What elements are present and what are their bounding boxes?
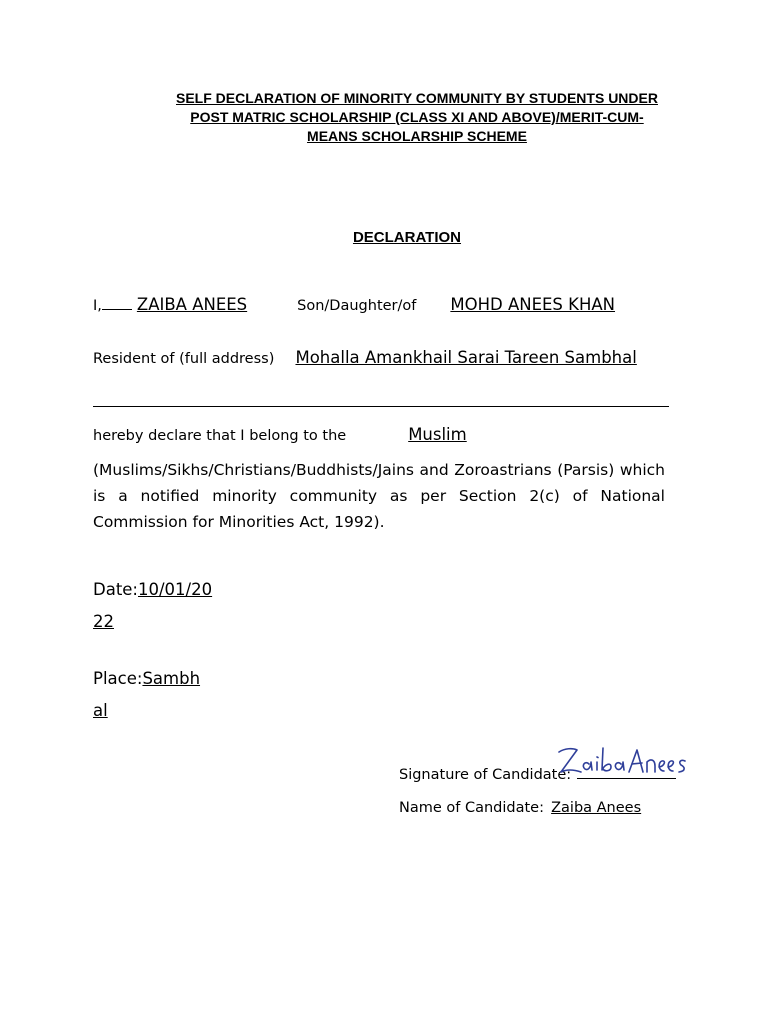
candidate-name-field: ZAIBA ANEES: [136, 295, 248, 314]
place-label: Place:: [93, 669, 143, 688]
community-line: [93, 425, 467, 444]
date-label: Date:: [93, 580, 138, 599]
candidate-name-line: [399, 797, 670, 816]
candidate-name-value: Zaiba Anees: [551, 800, 642, 816]
document-title: [150, 89, 684, 146]
community-label: hereby declare that I belong to the: [93, 428, 347, 444]
title-line-1: SELF DECLARATION OF MINORITY COMMUNITY BY STUDENTS UNDER: [176, 90, 658, 106]
relation-label: Son/Daughter/of: [297, 298, 417, 314]
blank-before-name: [102, 308, 132, 310]
date-line: [93, 580, 212, 599]
address-line: [93, 348, 642, 367]
community-field: Muslim: [408, 425, 467, 444]
place-line-cont: [93, 701, 108, 720]
address-continuation-line: [93, 406, 669, 407]
address-label: Resident of (full address): [93, 351, 275, 367]
signature-text: Zaiba Anees: [555, 742, 562, 743]
place-line: [93, 669, 200, 688]
place-value-1: Sambh: [142, 669, 201, 688]
name-prefix: I,: [93, 298, 102, 314]
place-value-2: al: [93, 701, 108, 720]
name-line: [93, 295, 639, 314]
date-value-2: 22: [93, 612, 114, 631]
title-line-2: POST MATRIC SCHOLARSHIP (CLASS XI AND ABOVE)/MERIT-CUM-: [190, 109, 644, 125]
handwritten-signature: [555, 742, 695, 782]
candidate-name-label: Name of Candidate:: [399, 800, 544, 816]
title-line-3: MEANS SCHOLARSHIP SCHEME: [307, 128, 527, 144]
date-value-1: 10/01/20: [138, 580, 213, 599]
date-line-cont: [93, 612, 114, 631]
address-field: Mohalla Amankhail Sarai Tareen Sambhal: [295, 348, 637, 367]
minority-definition-paragraph: (Muslims/Sikhs/Christians/Buddhists/Jains and Zoroastrians (Parsis) which is a notified minority community as per Section 2(c) of National Commission for Minorities Act, 1992).: [93, 461, 665, 531]
parent-name-field: MOHD ANEES KHAN: [450, 295, 616, 314]
signature-label: Signature of Candidate:: [399, 767, 572, 783]
declaration-heading: DECLARATION: [352, 229, 462, 246]
